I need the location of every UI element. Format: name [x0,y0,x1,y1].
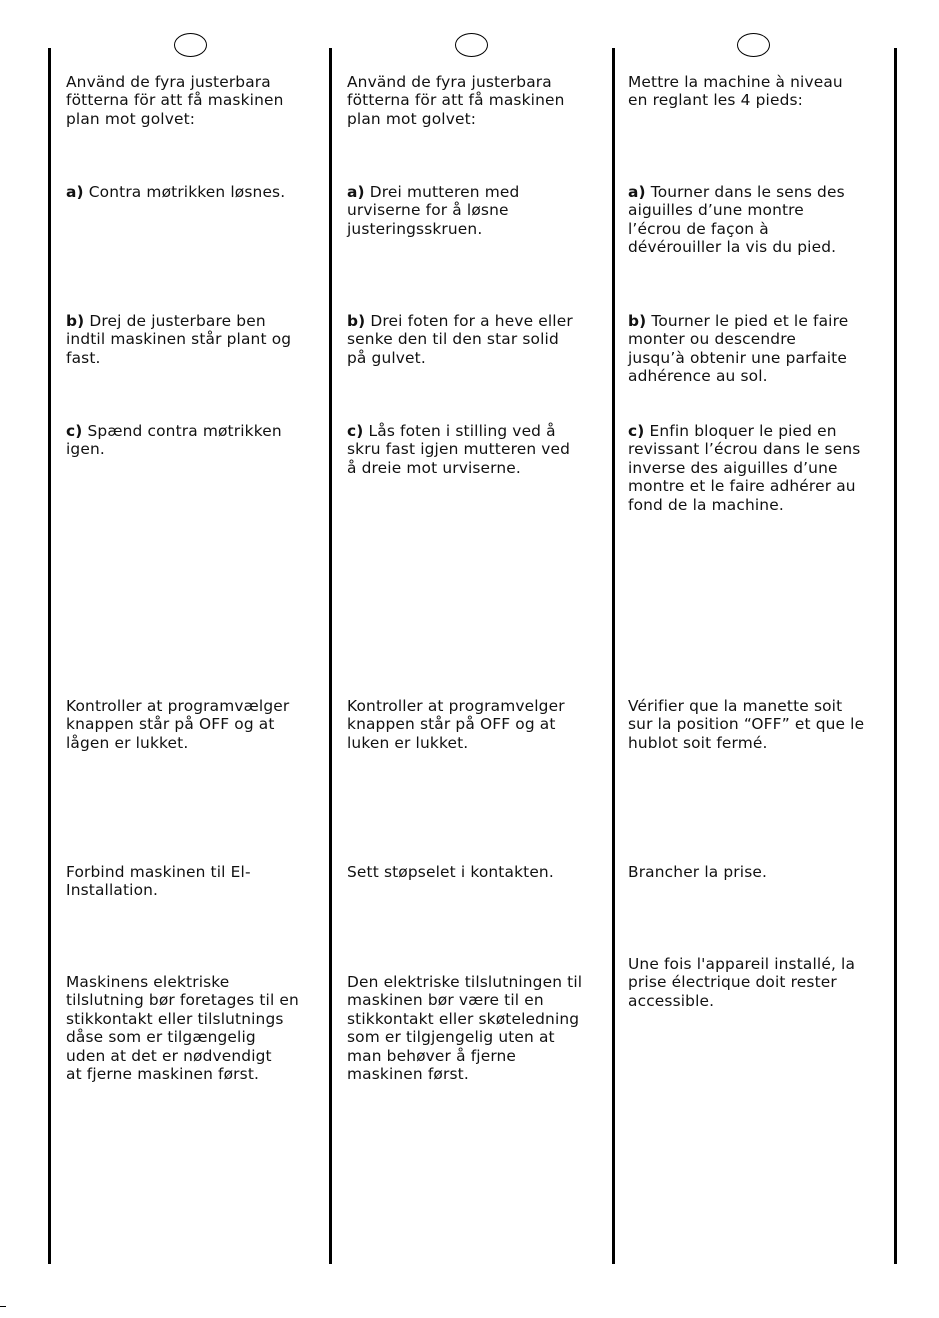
step-b [628,312,890,386]
step-c-label: c) [628,422,645,440]
step-b-text: Drej de justerbare ben indtil maskinen står plant og fast. [66,312,292,367]
step-a-label: a) [66,183,84,201]
step-b-text: Tourner le pied et le faire monter ou descendre jusqu’à obtenir une parfaite adhérence au sol. [628,312,849,386]
column-3 [628,0,890,1318]
step-c-text: Enfin bloquer le pied en revissant l’écrou dans le sens inverse des aiguilles d’une montre et le faire adhérer au fond de la machine. [628,422,861,514]
electric-text: Den elektriske tilslutningen til maskinen bør være til en stikkontakt eller skøteledning som er tilgjengelig uten at man behøver å fjerne maskinen først. [347,973,583,1084]
step-a-text: Drei mutteren med urviserne for å løsne justeringsskruen. [347,183,520,238]
electric-text: Une fois l'appareil installé, la prise électrique doit rester accessible. [628,955,856,1010]
intro-text: Mettre la machine à niveau en reglant les 4 pieds: [628,73,843,110]
electric-text: Maskinens elektriske tilslutning bør foretages til en stikkontakt eller tilslutnings dåse som er tilgængelig uden at det er nødvendigt at fjerne maskinen først. [66,973,299,1084]
check-text: Kontroller at programvælger knappen står på OFF og at lågen er lukket. [66,697,290,752]
step-b [347,312,609,367]
intro-text: Använd de fyra justerbara fötterna för att få maskinen plan mot golvet: [347,73,565,128]
step-a-label: a) [347,183,365,201]
connect-text: Forbind maskinen til El- Installation. [66,863,251,900]
page-corner-mark [0,1306,6,1307]
step-a [66,183,328,201]
check-text: Kontroller at programvelger knappen står på OFF og at luken er lukket. [347,697,565,752]
step-b-text: Drei foten for a heve eller senke den til den star solid på gulvet. [347,312,573,367]
step-b [66,312,328,367]
column-2 [347,0,609,1318]
step-c-label: c) [347,422,364,440]
column-1 [66,0,328,1318]
column-divider-2 [612,48,615,1264]
column-divider-right [894,48,897,1264]
step-b-label: b) [66,312,85,330]
step-c [628,422,890,514]
step-c [347,422,609,477]
step-a-label: a) [628,183,646,201]
step-a [628,183,890,257]
step-a-text: Tourner dans le sens des aiguilles d’une montre l’écrou de façon à dévérouiller la vis du pied. [628,183,845,257]
column-divider-1 [329,48,332,1264]
step-c [66,422,328,459]
step-c-text: Spænd contra møtrikken igen. [66,422,282,459]
step-b-label: b) [628,312,647,330]
step-a-text: Contra møtrikken løsnes. [88,183,286,201]
step-b-label: b) [347,312,366,330]
connect-text: Sett støpselet i kontakten. [347,863,554,881]
step-a [347,183,609,238]
step-c-label: c) [66,422,83,440]
intro-text: Använd de fyra justerbara fötterna för att få maskinen plan mot golvet: [66,73,284,128]
check-text: Vérifier que la manette soit sur la position “OFF” et que le hublot soit fermé. [628,697,865,752]
column-divider-left [48,48,51,1264]
step-c-text: Lås foten i stilling ved å skru fast igjen mutteren ved å dreie mot urviserne. [347,422,571,477]
connect-text: Brancher la prise. [628,863,768,881]
